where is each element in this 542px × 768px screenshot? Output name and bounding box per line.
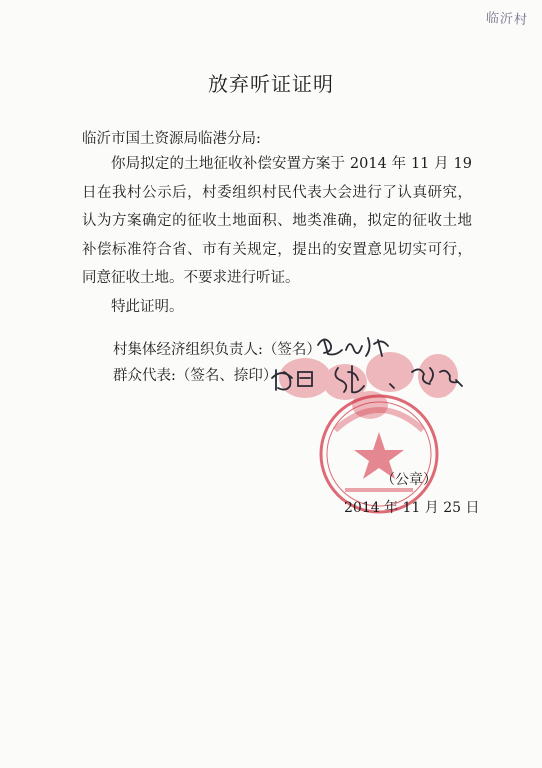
addressee: 临沂市国土资源局临港分局:: [82, 131, 261, 147]
official-seal-label: （公章）: [381, 472, 437, 488]
leader-handwritten-signature: [318, 338, 388, 356]
representatives-signature-label: 群众代表:（签名、捺印）: [113, 368, 278, 384]
body-paragraph-2: 特此证明。: [111, 298, 184, 315]
body-paragraph-1: 你局拟定的土地征收补偿安置方案于 2014 年 11 月 19 日在我村公示后，村委组织村民代表大会进行了认真研究，认为方案确定的征收土地面积、地类准确，拟定的征收土地补偿标准符合省、市有关规定，提出的安置意见切实可行，同意征收土地。不要求进行听证。: [82, 156, 472, 287]
leader-signature-label: 村集体经济组织负责人:（签名）: [113, 342, 321, 358]
issue-date: 2014 年 11 月 25 日: [344, 500, 480, 516]
corner-handwritten-note: 临沂村: [485, 10, 529, 29]
page-title: 放弃听证证明: [208, 72, 334, 96]
